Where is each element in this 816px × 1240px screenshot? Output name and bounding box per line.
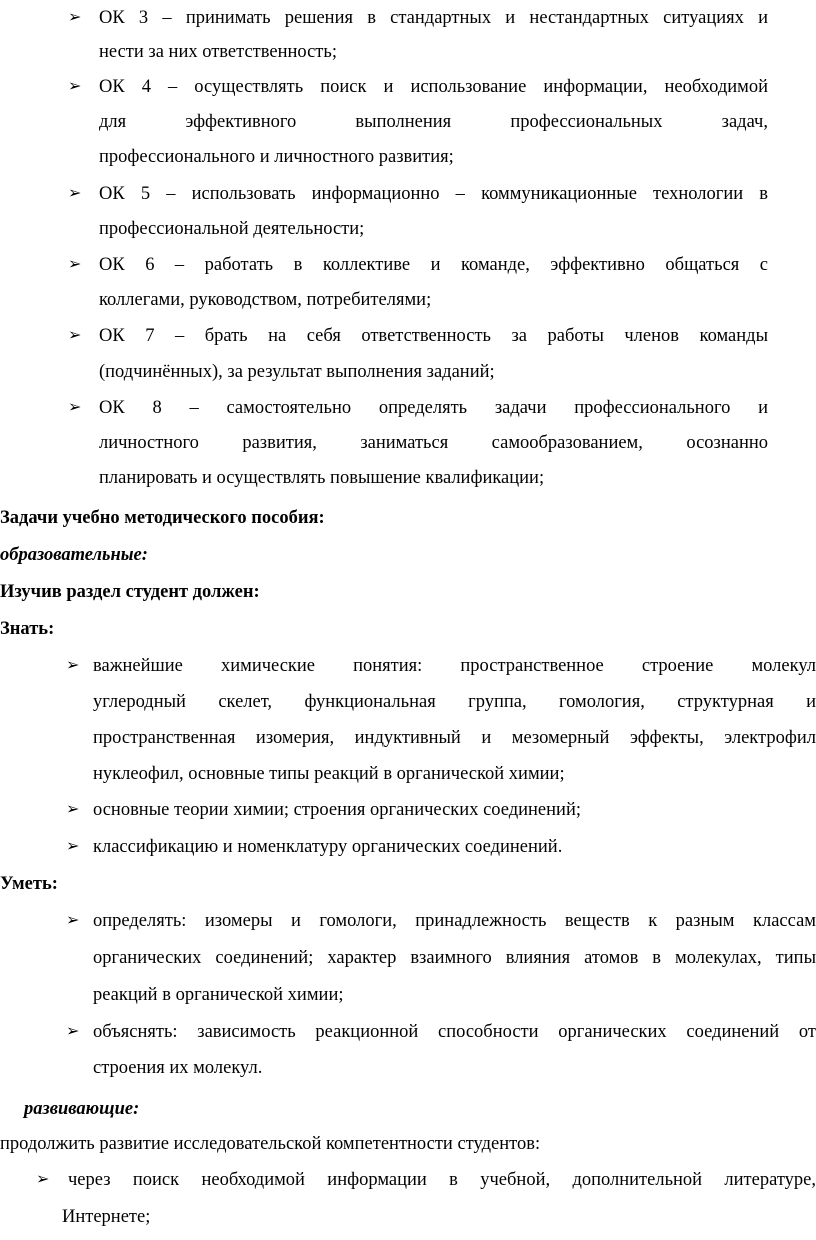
bullet-icon: ➢ — [68, 399, 82, 416]
educational-heading: образовательные: — [0, 545, 148, 565]
bullet-icon: ➢ — [68, 327, 82, 344]
ok7-line-2: (подчинённых), за результат выполнения заданий; — [99, 362, 495, 382]
know-heading: Знать: — [0, 619, 55, 639]
ok3-line-1: ОК 3 – принимать решения в стандартных и нестандартных ситуациях и — [99, 8, 768, 28]
student-heading: Изучив раздел студент должен: — [0, 582, 260, 602]
ok6-line-2: коллегами, руководством, потребителями; — [99, 290, 432, 310]
can2-line-1: объяснять: зависимость реакционной способности органических соединений от — [93, 1022, 816, 1042]
bullet-icon: ➢ — [66, 838, 80, 855]
research1-line-2: Интернете; — [62, 1207, 151, 1227]
ok4-line-3: профессионального и личностного развития; — [99, 147, 454, 167]
know2-line-1: основные теории химии; строения органических соединений; — [93, 800, 581, 820]
can2-line-2: строения их молекул. — [93, 1058, 263, 1078]
ok4-line-1: ОК 4 – осуществлять поиск и использование информации, необходимой — [99, 77, 768, 97]
can1-line-3: реакций в органической химии; — [93, 985, 344, 1005]
bullet-icon: ➢ — [68, 78, 82, 95]
ok4-line-2: для эффективного выполнения профессиональных задач, — [99, 112, 768, 132]
ok8-line-3: планировать и осуществлять повышение квалификации; — [99, 468, 545, 488]
ok6-line-1: ОК 6 – работать в коллективе и команде, эффективно общаться с — [99, 255, 768, 275]
bullet-icon: ➢ — [66, 657, 80, 674]
bullet-icon: ➢ — [66, 801, 80, 818]
know1-line-2: углеродный скелет, функциональная группа, гомология, структурная и — [93, 692, 816, 712]
ok5-line-2: профессиональной деятельности; — [99, 219, 365, 239]
can1-line-2: органических соединений; характер взаимного влияния атомов в молекулах, типы — [93, 948, 816, 968]
bullet-icon: ➢ — [68, 256, 82, 273]
bullet-icon: ➢ — [36, 1171, 50, 1188]
ok8-line-1: ОК 8 – самостоятельно определять задачи профессионального и — [99, 398, 768, 418]
can1-line-1: определять: изомеры и гомологи, принадлежность веществ к разным классам — [93, 911, 816, 931]
ok5-line-1: ОК 5 – использовать информационно – коммуникационные технологии в — [99, 184, 768, 204]
know3-line-1: классификацию и номенклатуру органических соединений. — [93, 837, 563, 857]
continue-text: продолжить развитие исследовательской компетентности студентов: — [0, 1134, 541, 1154]
bullet-icon: ➢ — [68, 9, 82, 26]
bullet-icon: ➢ — [66, 1023, 80, 1040]
bullet-icon: ➢ — [66, 912, 80, 929]
ok8-line-2: личностного развития, заниматься самообразованием, осознанно — [99, 433, 768, 453]
developing-heading: развивающие: — [24, 1099, 140, 1119]
ok7-line-1: ОК 7 – брать на себя ответственность за работы членов команды — [99, 326, 768, 346]
can-heading: Уметь: — [0, 874, 58, 894]
bullet-icon: ➢ — [68, 185, 82, 202]
know1-line-4: нуклеофил, основные типы реакций в органической химии; — [93, 764, 565, 784]
know1-line-3: пространственная изомерия, индуктивный и мезомерный эффекты, электрофил — [93, 728, 816, 748]
tasks-heading: Задачи учебно методического пособия: — [0, 508, 325, 528]
know1-line-1: важнейшие химические понятия: пространственное строение молекул — [93, 656, 816, 676]
research1-line-1: через поиск необходимой информации в учебной, дополнительной литературе, — [68, 1170, 816, 1190]
ok3-line-2: нести за них ответственность; — [99, 42, 337, 62]
